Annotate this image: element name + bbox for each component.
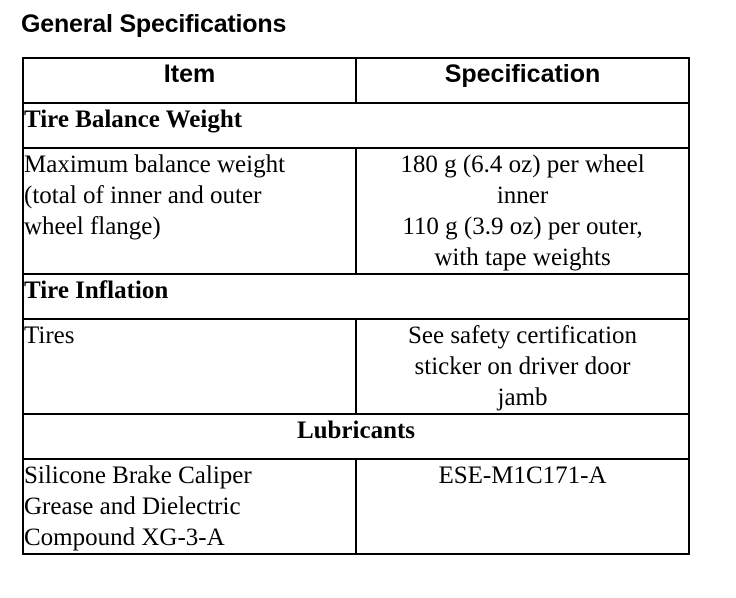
table-row: [23, 459, 689, 554]
spec-text-line: jamb: [497, 384, 548, 411]
section-row: [23, 103, 689, 148]
item-text-line: Silicone Brake Caliper: [24, 462, 252, 489]
column-header-specification: Specification: [356, 58, 689, 103]
spec-text-line: 110 g (3.9 oz) per outer,: [402, 213, 643, 240]
specification-cell: [356, 148, 689, 274]
table-header-row: [23, 58, 689, 103]
page-title: General Specifications: [21, 10, 287, 38]
item-text-line: (total of inner and outer: [24, 182, 262, 209]
section-heading-lubricants: Lubricants: [23, 414, 689, 459]
section-row: [23, 414, 689, 459]
section-heading-tire-balance-weight: Tire Balance Weight: [23, 103, 689, 148]
table-row: [23, 319, 689, 414]
item-cell: [23, 148, 356, 274]
spec-text-line: ESE-M1C171-A: [438, 462, 607, 489]
specifications-table: [22, 57, 690, 555]
item-text-line: Maximum balance weight: [24, 151, 286, 178]
spec-text-line: with tape weights: [434, 244, 611, 271]
item-cell: [23, 459, 356, 554]
specification-cell: [356, 459, 689, 554]
section-heading-tire-inflation: Tire Inflation: [23, 274, 689, 319]
item-cell: [23, 319, 356, 414]
item-text-line: Compound XG-3-A: [24, 524, 225, 551]
specification-cell: [356, 319, 689, 414]
spec-text-line: sticker on driver door: [414, 353, 631, 380]
table-row: [23, 148, 689, 274]
spec-text-line: inner: [496, 182, 549, 209]
column-header-item: Item: [23, 58, 356, 103]
section-row: [23, 274, 689, 319]
item-text-line: Grease and Dielectric: [24, 493, 241, 520]
item-text-line: Tires: [24, 322, 75, 349]
item-text-line: wheel flange): [24, 213, 161, 240]
spec-text-line: 180 g (6.4 oz) per wheel: [400, 151, 645, 178]
spec-text-line: See safety certification: [407, 322, 638, 349]
